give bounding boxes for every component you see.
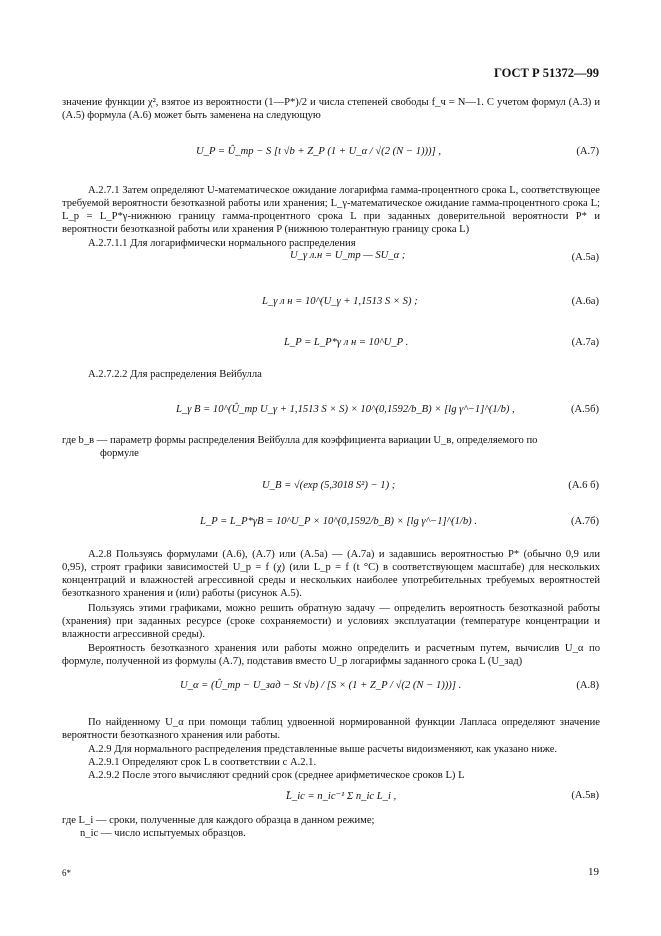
eqnum-a5a: (А.5а) — [571, 252, 599, 263]
eqnum-a6a: (А.6а) — [571, 296, 599, 307]
paragraph-laplace: По найденному U_α при помощи таблиц удвоенной нормированной функции Лапласа определяют значение вероятности безотказного хранения или работы. — [62, 717, 600, 741]
definition-nic: n_ic — число испытуемых образцов. — [80, 828, 246, 839]
eqnum-a7b: (А.7б) — [570, 516, 599, 527]
paragraph-a2-7-2-2: А.2.7.2.2 Для распределения Вейбулла — [88, 369, 262, 380]
paragraph-a2-9-2: А.2.9.2 После этого вычисляют средний срок (среднее арифметическое сроков L) L — [88, 770, 465, 781]
page-number: 19 — [588, 866, 599, 878]
eqnum-a7a: (А.7а) — [571, 337, 599, 348]
formula-a5a: U_γ л.н = U_тр — SU_α ; — [290, 250, 406, 261]
paragraph-a2-8: А.2.8 Пользуясь формулами (А.6), (А.7) или (А.5а) — (А.7а) и задавшись вероятностью P* (обычно 0,9 или 0,95), строят графики зависимостей U_p = f (χ) (или L_p = f (t °C) в соответствующем масштабе) для нескольких концентраций и влажностей агрессивной среды и нескольких наиболее употребительных требуемых вероятностей безотказного хранения и (или) работы (рисунок А.5). — [62, 549, 600, 599]
page-header: ГОСТ Р 51372—99 — [493, 66, 599, 80]
formula-a6b: U_B = √(exp (5,3018 S²) − 1) ; — [262, 480, 396, 491]
definition-li: где L_i — сроки, полученные для каждого образца в данном режиме; — [62, 815, 375, 826]
paragraph-a2-7-1-1: А.2.7.1.1 Для логарифмически нормального распределения — [88, 238, 356, 249]
paragraph-intro: значение функции χ², взятое из вероятности (1—P*)/2 и числа степеней свободы f_ч = N—1. С учетом формул (А.3) и (А.5) формула (А.6) может быть заменена на следующую — [62, 97, 600, 121]
formula-a5b: L_γ B = 10^(Û_тр U_γ + 1,1513 S × S) × 10^(0,1592/b_B) × [lg γ^−1]^(1/b) , — [176, 404, 515, 415]
formula-a7b: L_P = L_P*γB = 10^U_P × 10^(0,1592/b_B) × [lg γ^−1]^(1/b) . — [200, 516, 477, 527]
eqnum-a8: (А.8) — [576, 680, 599, 691]
paragraph-calc-ua: Вероятность безотказного хранения или работы можно определить и расчетным путем, вычислив U_α по формуле, полученной из формулы (А.7), подставив вместо U_p логарифмы заданного срока L (U_зад) — [62, 643, 600, 667]
formula-a5v: L̄_ic = n_ic⁻¹ Σ n_ic L_i , — [286, 791, 397, 802]
eqnum-a5v: (А.5в) — [571, 790, 599, 801]
formula-a6a: L_γ л н = 10^(U_γ + 1,1513 S × S) ; — [262, 296, 418, 307]
formula-a8: U_α = (Û_тр − U_зад − St √b) / [S × (1 + Z_P / √(2 (N − 1)))] . — [180, 680, 462, 691]
eqnum-a5b: (А.5б) — [570, 404, 599, 415]
paragraph-a2-7-1: А.2.7.1 Затем определяют U-математическое ожидание логарифма гамма-процентного срока L, соответствующее требуемой вероятности безотказной работы или хранения; L_γ-математическое ожидание гамма-процентного срока L; L_p = L_P*γ-нижнюю границу гамма-процентного срока L при заданных доверительной вероятности P* и вероятности безотказной работы или хранения P (нижнюю толерантную границу срока L) — [62, 185, 600, 235]
formula-a7: U_P = Û_тр − S [t √b + Z_P (1 + U_α / √(2 (N − 1)))] , — [196, 146, 441, 157]
definition-b-lead: где b_в — параметр формы распределения Вейбулла для коэффициента вариации U_в, определяемого по — [62, 435, 538, 446]
formula-a7a: L_P = L_P*γ л н = 10^U_P . — [284, 337, 409, 348]
eqnum-a7: (А.7) — [576, 146, 599, 157]
paragraph-a2-9-1: А.2.9.1 Определяют срок L в соответствии с А.2.1. — [88, 757, 317, 768]
eqnum-a6b: (А.6 б) — [568, 480, 599, 491]
paragraph-inverse-task: Пользуясь этими графиками, можно решить обратную задачу — определить вероятность безотказной работы (хранения) при заданных ресурсе (сроке сохраняемости) и условиях эксплуатации (температуре концентрации и влажности агрессивной среды). — [62, 603, 600, 640]
definition-b-weibull — [62, 434, 600, 460]
paragraph-a2-9: А.2.9 Для нормального распределения представленные выше расчеты видоизменяют, как указано ниже. — [88, 744, 558, 755]
definition-b-rest: формуле — [100, 448, 139, 459]
footer-mark: 6* — [62, 868, 71, 878]
